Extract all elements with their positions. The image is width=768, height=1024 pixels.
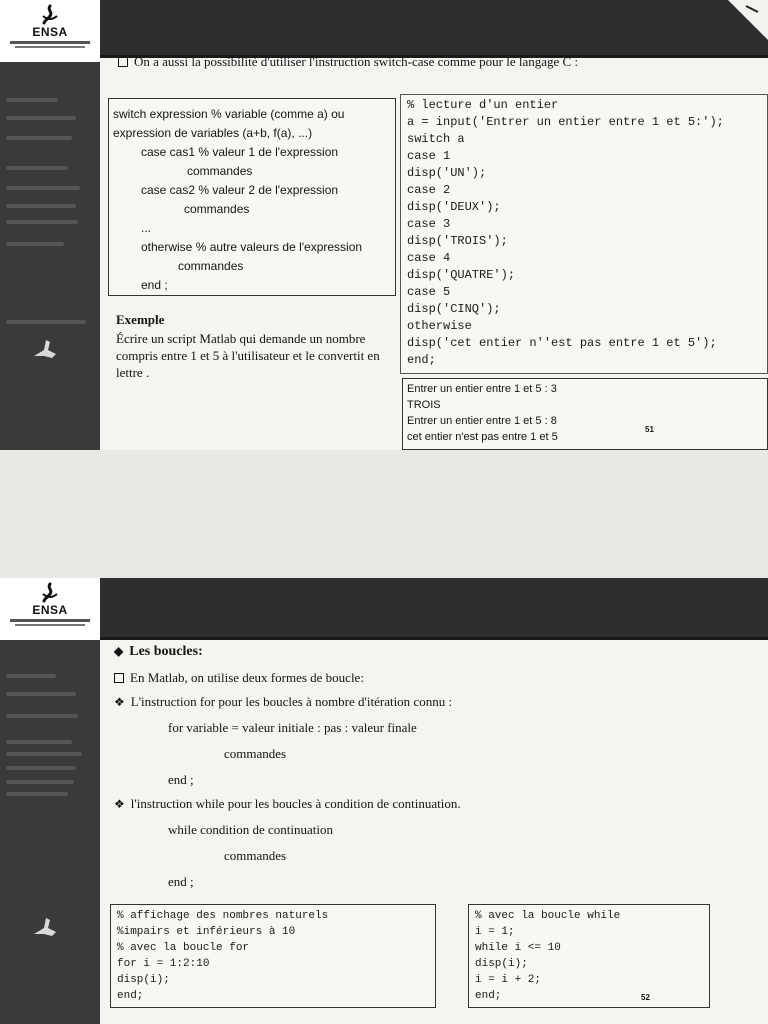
star-bullet-icon: ❖ bbox=[114, 797, 125, 811]
syntax-line: commandes bbox=[178, 259, 244, 273]
code-line: i = 1; bbox=[475, 926, 515, 938]
while-syntax: while condition de continuation bbox=[168, 822, 333, 837]
while-end: end ; bbox=[168, 874, 194, 889]
code-line: case 3 bbox=[407, 217, 451, 231]
code-line: case 1 bbox=[407, 149, 451, 163]
slide-content bbox=[100, 54, 768, 450]
syntax-line: commandes bbox=[184, 202, 250, 216]
intro-line: En Matlab, on utilise deux formes de boucle: bbox=[114, 670, 364, 686]
logo-text: ENSA bbox=[32, 603, 68, 617]
page-corner-icon bbox=[708, 0, 768, 40]
square-bullet-icon bbox=[118, 57, 128, 67]
syntax-line: switch expression % variable (comme a) ou bbox=[113, 107, 345, 121]
sidebar-menu bbox=[0, 640, 100, 1024]
code-line: case 2 bbox=[407, 183, 451, 197]
while-commands: commandes bbox=[224, 848, 287, 863]
code-line: for i = 1:2:10 bbox=[117, 958, 210, 970]
code-line: % avec la boucle while bbox=[475, 910, 621, 922]
code-line: disp(i); bbox=[475, 958, 528, 970]
output-line: TROIS bbox=[407, 399, 441, 411]
slide-content bbox=[100, 640, 768, 1024]
code-line: while i <= 10 bbox=[475, 942, 561, 954]
code-line: a = input('Entrer un entier entre 1 et 5:'); bbox=[407, 115, 724, 129]
ensa-logo bbox=[0, 0, 100, 62]
square-bullet-icon bbox=[114, 673, 124, 683]
for-line: ❖ L'instruction for pour les boucles à nombre d'itération connu : bbox=[114, 694, 453, 709]
code-line: disp('UN'); bbox=[407, 166, 487, 180]
intro-line: On a aussi la possibilité d'utiliser l'instruction switch-case comme pour le langage C : bbox=[118, 54, 578, 70]
output-line: Entrer un entier entre 1 et 5 : 8 bbox=[407, 415, 557, 427]
syntax-box bbox=[108, 98, 396, 296]
code-line: % avec la boucle for bbox=[117, 942, 250, 954]
code-line: case 5 bbox=[407, 285, 451, 299]
code-line: end; bbox=[475, 990, 502, 1002]
sidebar-menu bbox=[0, 58, 100, 450]
output-line: cet entier n'est pas entre 1 et 5 bbox=[407, 431, 558, 443]
top-bar bbox=[0, 578, 768, 640]
code-line: %impairs et inférieurs à 10 bbox=[117, 926, 296, 938]
ensa-emblem-icon bbox=[37, 4, 63, 26]
ensa-logo bbox=[0, 578, 100, 640]
slide-51 bbox=[0, 0, 768, 450]
diamond-bullet-icon: ◆ bbox=[114, 644, 124, 658]
output-line: Entrer un entier entre 1 et 5 : 3 bbox=[407, 383, 557, 395]
code-box-switch bbox=[400, 94, 768, 374]
code-line: disp('DEUX'); bbox=[407, 200, 501, 214]
pointer-hand-icon bbox=[30, 914, 60, 940]
syntax-line: case cas2 % valeur 2 de l'expression bbox=[141, 183, 339, 197]
code-line: end; bbox=[407, 353, 436, 367]
code-box-for bbox=[110, 904, 436, 1008]
syntax-line: case cas1 % valeur 1 de l'expression bbox=[141, 145, 339, 159]
section-heading: ◆ Les boucles: bbox=[114, 644, 203, 659]
code-line: switch a bbox=[407, 132, 465, 146]
ensa-emblem-icon bbox=[37, 582, 63, 604]
code-line: disp('QUATRE'); bbox=[407, 268, 516, 282]
slide-52 bbox=[0, 578, 768, 1024]
syntax-line: otherwise % autre valeurs de l'expression bbox=[141, 240, 363, 254]
code-box-while bbox=[468, 904, 710, 1008]
pointer-hand-icon bbox=[30, 336, 60, 362]
syntax-line: expression de variables (a+b, f(a), ...) bbox=[113, 126, 313, 140]
top-bar bbox=[0, 0, 768, 58]
code-line: i = i + 2; bbox=[475, 974, 542, 986]
code-line: end; bbox=[117, 990, 144, 1002]
for-syntax: for variable = valeur initiale : pas : valeur finale bbox=[168, 720, 417, 735]
while-line: ❖ l'instruction while pour les boucles à condition de continuation. bbox=[114, 796, 461, 811]
for-commands: commandes bbox=[224, 746, 287, 761]
syntax-line: commandes bbox=[187, 164, 253, 178]
code-line: disp(i); bbox=[117, 974, 170, 986]
syntax-line: ... bbox=[141, 221, 152, 235]
syntax-line: end ; bbox=[141, 278, 168, 292]
page-number: 51 bbox=[645, 425, 654, 434]
code-line: % affichage des nombres naturels bbox=[117, 910, 329, 922]
code-line: % lecture d'un entier bbox=[407, 98, 559, 112]
example-text: Écrire un script Matlab qui demande un nombre compris entre 1 et 5 à l'utilisateur et le convertit en lettre . bbox=[116, 331, 380, 380]
logo-text: ENSA bbox=[32, 25, 68, 39]
code-line: case 4 bbox=[407, 251, 451, 265]
example-title: Exemple bbox=[116, 312, 165, 327]
output-box bbox=[402, 378, 768, 450]
page-number: 52 bbox=[641, 993, 650, 1002]
star-bullet-icon: ❖ bbox=[114, 695, 125, 709]
code-line: disp('CINQ'); bbox=[407, 302, 501, 316]
code-line: disp('TROIS'); bbox=[407, 234, 508, 248]
code-line: otherwise bbox=[407, 319, 472, 333]
code-line: disp('cet entier n''est pas entre 1 et 5'); bbox=[407, 336, 717, 350]
for-end: end ; bbox=[168, 772, 194, 787]
